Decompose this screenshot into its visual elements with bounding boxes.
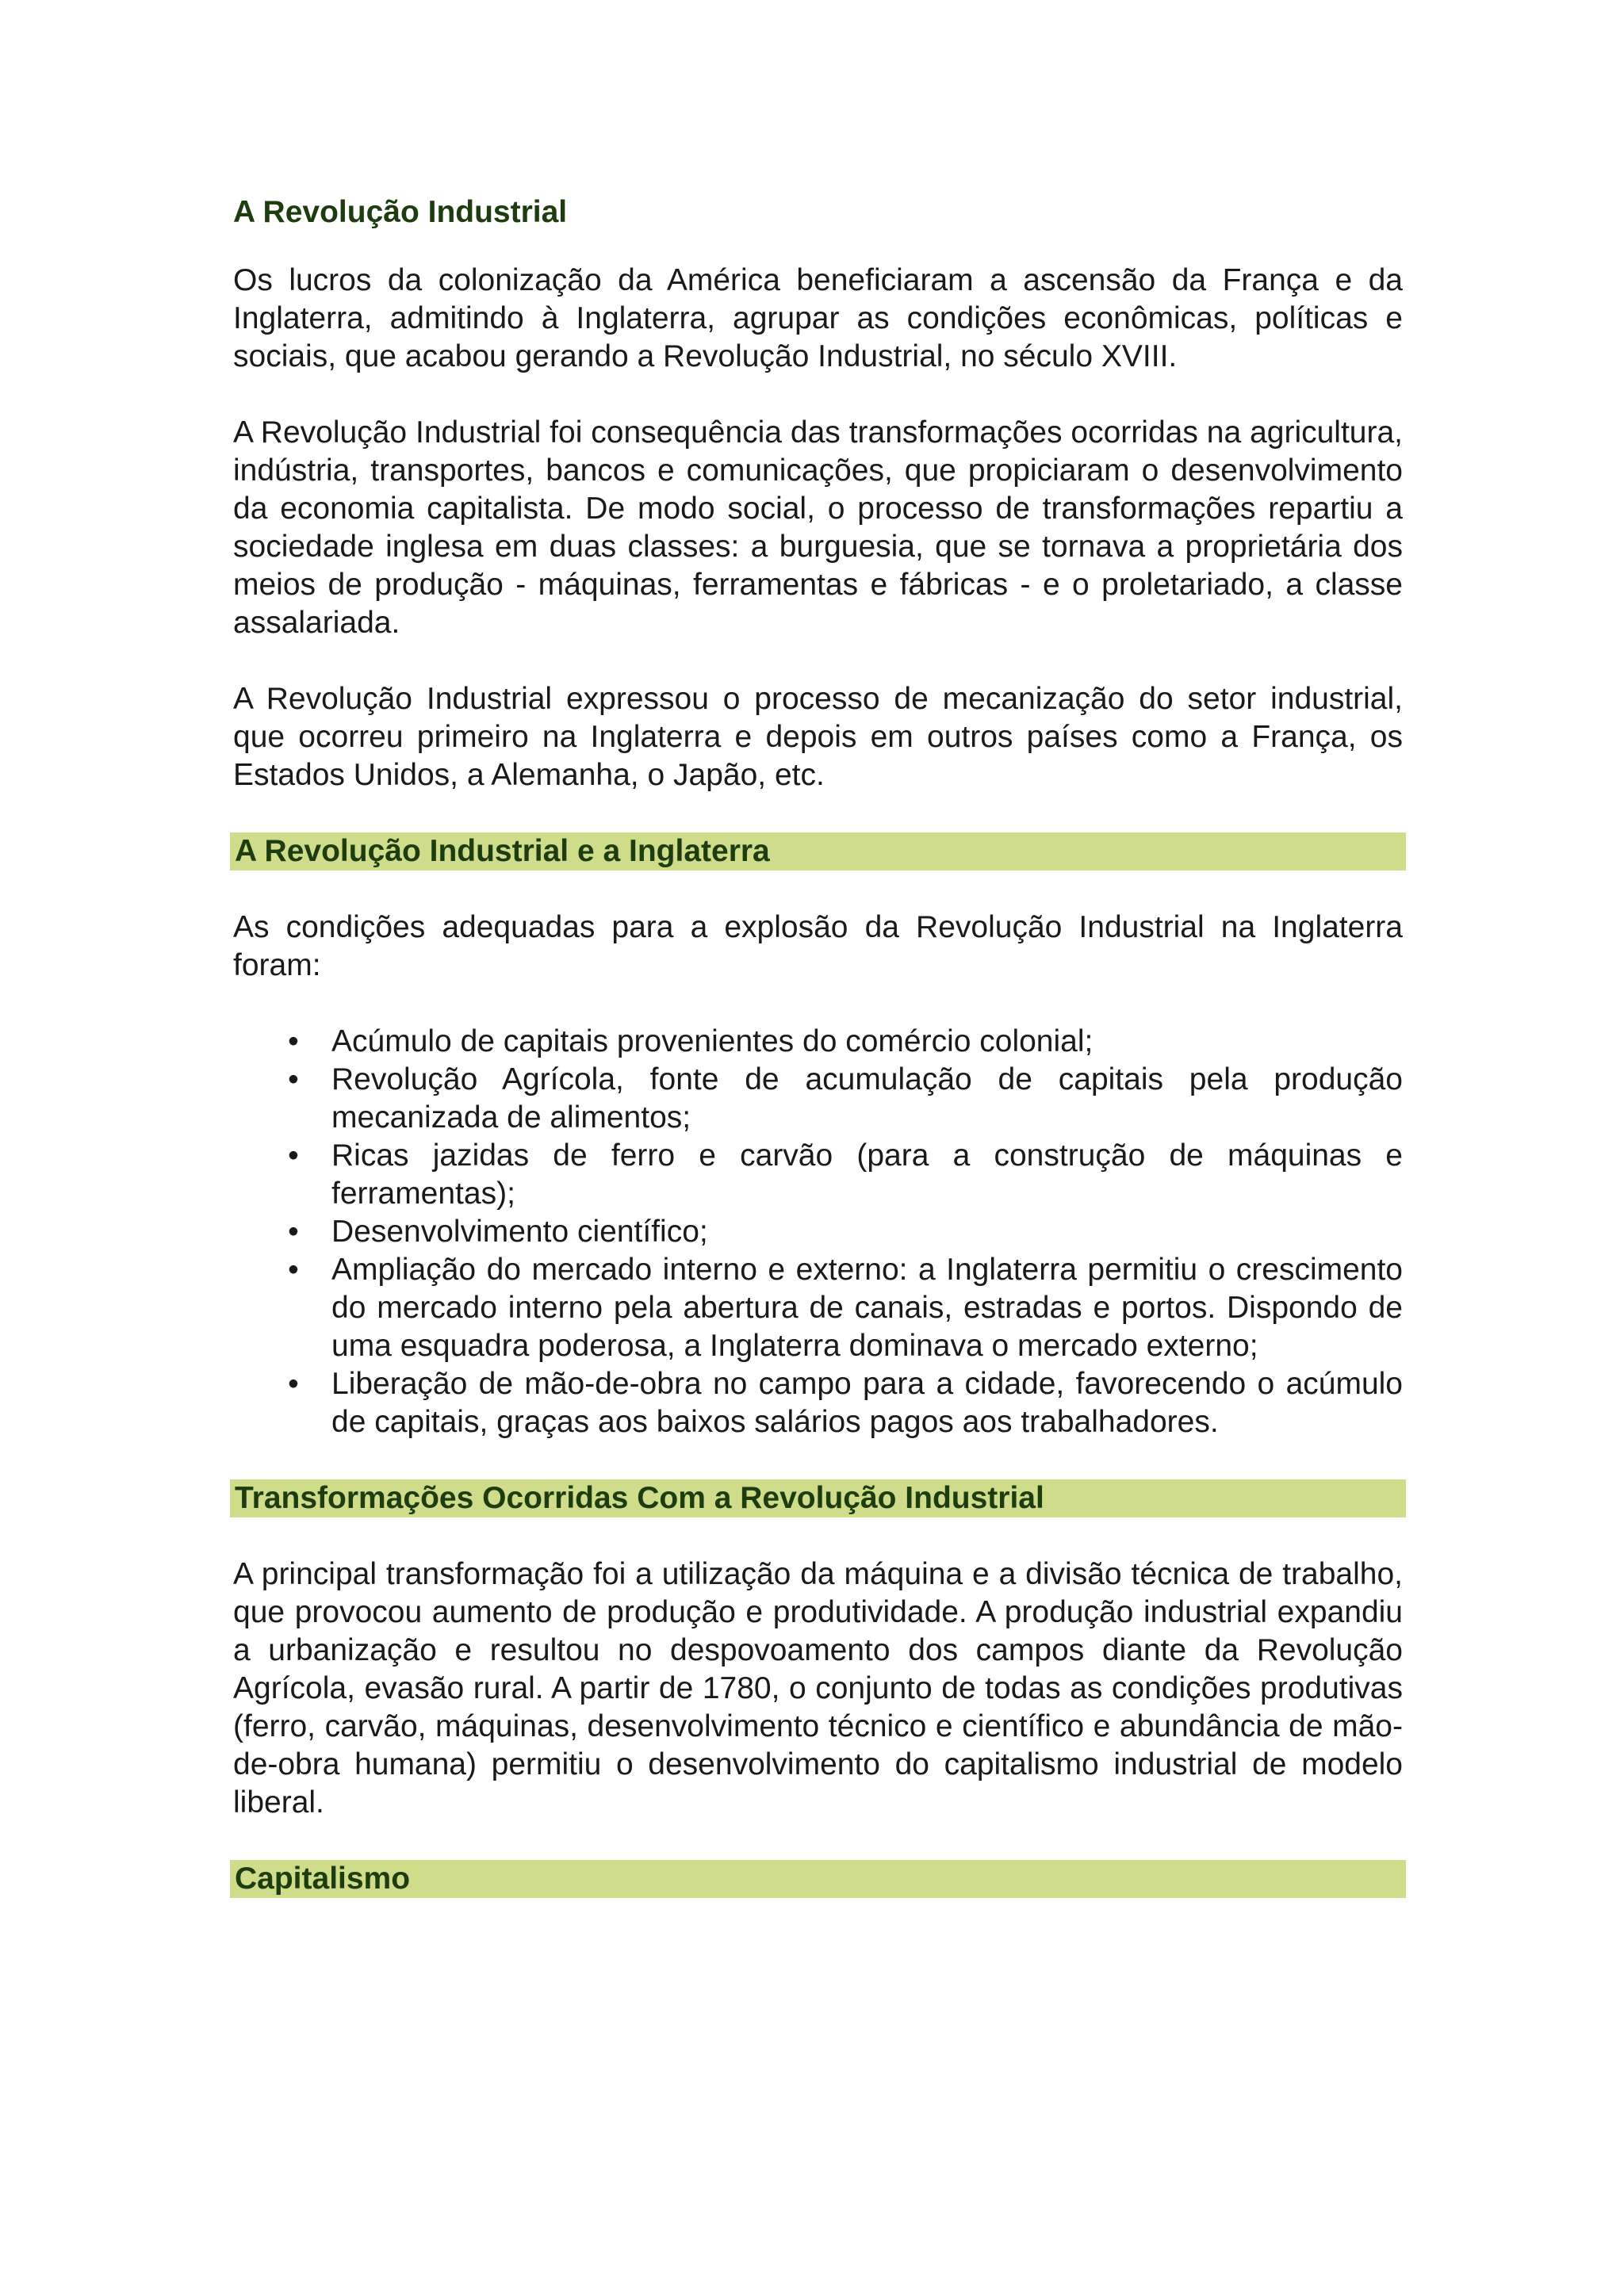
bullet-icon: •	[288, 1062, 299, 1096]
list-item-text: Liberação de mão-de-obra no campo para a cidade, favorecendo o acúmulo de capitais, graças aos baixos salários pagos aos trabalhadores.	[331, 1367, 1403, 1439]
list-item-text: Ricas jazidas de ferro e carvão (para a construção de máquinas e ferramentas);	[331, 1138, 1403, 1211]
list-item-text: Acúmulo de capitais provenientes do comércio colonial;	[331, 1024, 1094, 1058]
bullet-icon: •	[288, 1024, 299, 1058]
bullet-icon: •	[288, 1138, 299, 1173]
intro-paragraph-2: A Revolução Industrial foi consequência das transformações ocorridas na agricultura, indústria, transportes, bancos e comunicações, que propiciaram o desenvolvimento da economia capitalista. De modo social, o processo de transformações repartiu a sociedade inglesa em duas classes: a burguesia, que se tornava a proprietária dos meios de produção - máquinas, ferramentas e fábricas - e o proletariado, a classe assalariada.	[233, 415, 1403, 640]
list-item	[233, 1213, 1403, 1251]
list-item	[233, 1137, 1403, 1213]
bullet-icon: •	[288, 1253, 299, 1287]
section-heading-transformacoes: Transformações Ocorridas Com a Revolução Industrial	[230, 1479, 1406, 1517]
list-item-text: Desenvolvimento científico;	[331, 1215, 708, 1249]
list-item	[233, 1365, 1403, 1441]
list-item	[233, 1023, 1403, 1061]
document-content	[233, 189, 1403, 1936]
conditions-list	[233, 1023, 1403, 1441]
section-heading-inglaterra: A Revolução Industrial e a Inglaterra	[230, 832, 1406, 871]
section-heading-capitalismo: Capitalismo	[230, 1860, 1406, 1898]
bullet-icon: •	[288, 1215, 299, 1249]
page-title: A Revolução Industrial	[233, 195, 568, 229]
section-inglaterra-paragraph: As condições adequadas para a explosão da Revolução Industrial na Inglaterra foram:	[233, 910, 1403, 982]
list-item-text: Ampliação do mercado interno e externo: a Inglaterra permitiu o crescimento do mercado interno pela abertura de canais, estradas e portos. Dispondo de uma esquadra poderosa, a Inglaterra dominava o mercado externo;	[331, 1253, 1403, 1363]
intro-paragraph-1: Os lucros da colonização da América beneficiaram a ascensão da França e da Inglaterra, admitindo à Inglaterra, agrupar as condições econômicas, políticas e sociais, que acabou gerando a Revolução Industrial, no século XVIII.	[233, 263, 1403, 373]
list-item-text: Revolução Agrícola, fonte de acumulação de capitais pela produção mecanizada de alimentos;	[331, 1062, 1403, 1135]
section-transformacoes-paragraph: A principal transformação foi a utilização da máquina e a divisão técnica de trabalho, que provocou aumento de produção e produtividade. A produção industrial expandiu a urbanização e resultou no despovoamento dos campos diante da Revolução Agrícola, evasão rural. A partir de 1780, o conjunto de todas as condições produtivas (ferro, carvão, máquinas, desenvolvimento técnico e científico e abundância de mão-de-obra humana) permitiu o desenvolvimento do capitalismo industrial de modelo liberal.	[233, 1557, 1403, 1820]
bullet-icon: •	[288, 1367, 299, 1401]
list-item	[233, 1251, 1403, 1365]
intro-paragraph-3: A Revolução Industrial expressou o processo de mecanização do setor industrial, que ocorreu primeiro na Inglaterra e depois em outros países como a França, os Estados Unidos, a Alemanha, o Japão, etc.	[233, 682, 1403, 792]
list-item	[233, 1061, 1403, 1137]
